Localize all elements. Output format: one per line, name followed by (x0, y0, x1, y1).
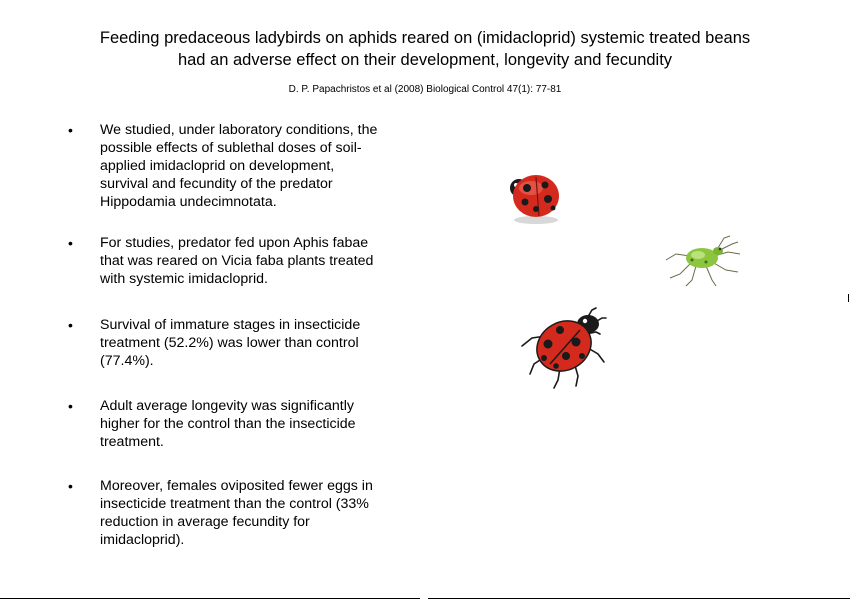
bullet-line: We studied, under laboratory conditions, the (100, 122, 378, 138)
bottom-rule-right (428, 598, 850, 599)
bullet-marker: • (68, 317, 73, 333)
bullet-text (100, 397, 410, 451)
bullet-line: reduction in average fecundity for (100, 514, 310, 530)
ladybird-large-icon (516, 302, 612, 392)
bullet-line: that was reared on Vicia faba plants treated (100, 253, 374, 269)
citation: D. P. Papachristos et al (2008) Biological Control 47(1): 77-81 (288, 84, 562, 95)
bullet-marker: • (68, 122, 73, 138)
bullet-marker: • (68, 235, 73, 251)
bottom-rule-left (0, 598, 420, 599)
title-line-2: had an adverse effect on their development, longevity and fecundity (177, 51, 673, 69)
bullet-line: applied imidacloprid on development, (100, 158, 335, 174)
bullet-line: survival and fecundity of the predator (100, 176, 333, 192)
ladybird-small-icon (503, 168, 565, 226)
aphid-icon (662, 234, 742, 288)
bullet-line: insecticide treatment than the control (33% (100, 496, 369, 512)
bullet-line: with systemic imidacloprid. (100, 271, 268, 287)
bullet-line: For studies, predator fed upon Aphis fabae (100, 235, 369, 251)
bullet-line: possible effects of sublethal doses of soil- (100, 140, 362, 156)
bullet-line: (77.4%). (100, 353, 154, 369)
bullet-line: Adult average longevity was significantly (100, 398, 354, 414)
bullet-text (100, 234, 410, 288)
bullet-line: treatment (52.2%) was lower than control (100, 335, 359, 351)
bullet-marker: • (68, 398, 73, 414)
bullet-line: higher for the control than the insecticide (100, 416, 356, 432)
bullet-line: Moreover, females oviposited fewer eggs in (100, 478, 373, 494)
bullet-line: Hippodamia undecimnotata. (100, 194, 277, 210)
bullet-line: Survival of immature stages in insecticide (100, 317, 361, 333)
bullet-line: treatment. (100, 434, 164, 450)
bullet-marker: • (68, 478, 73, 494)
edge-tick (848, 294, 849, 302)
bullet-line: imidacloprid). (100, 532, 185, 548)
bullet-text (100, 121, 410, 211)
bullet-text (100, 316, 410, 370)
title-line-1: Feeding predaceous ladybirds on aphids reared on (imidacloprid) systemic treated beans (99, 29, 751, 47)
slide-title (40, 27, 810, 71)
bullet-text (100, 477, 410, 549)
